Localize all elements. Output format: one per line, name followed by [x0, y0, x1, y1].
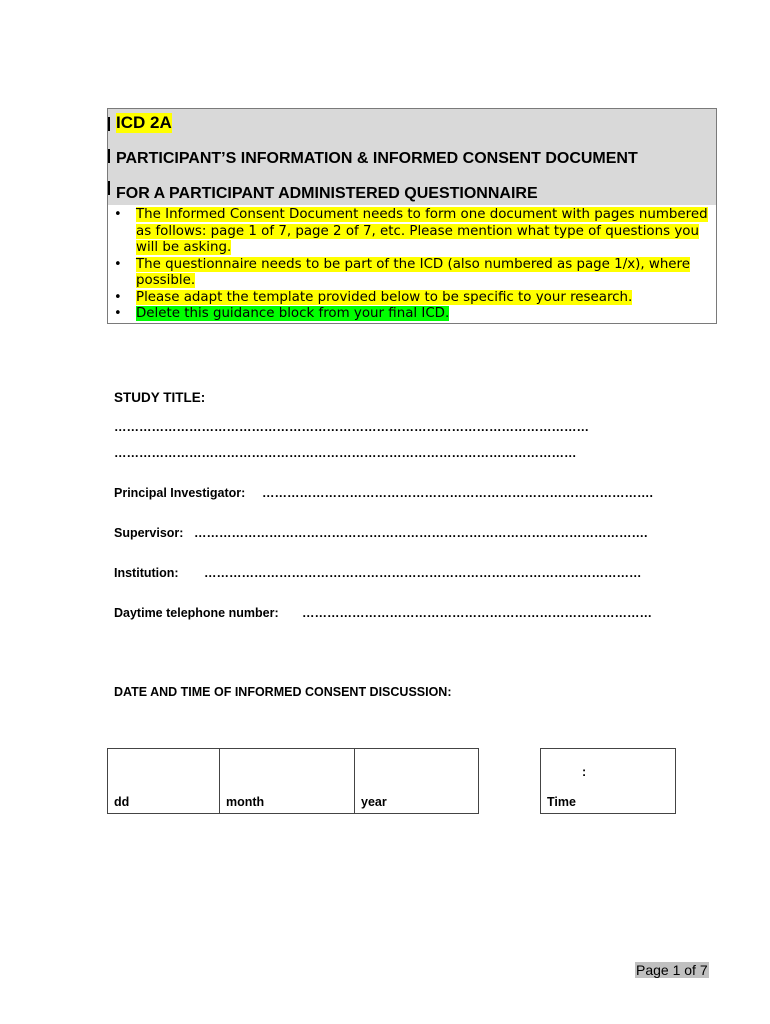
dd-cell[interactable] [107, 748, 220, 814]
time-label: Time [547, 795, 576, 809]
study-title-line-2[interactable]: ………………………………………………………………………………………………… [114, 446, 577, 460]
icd-code: ICD 2A [116, 113, 172, 132]
guidance-bullet-4: • Delete this guidance block from your final ICD. [114, 306, 450, 321]
header-title-area [108, 109, 716, 205]
supervisor-label: Supervisor: [114, 526, 184, 540]
guidance-header-box [107, 108, 717, 324]
consent-datetime-label: DATE AND TIME OF INFORMED CONSENT DISCUSSION: [114, 685, 452, 699]
guidance-bullet-3: • Please adapt the template provided below to be specific to your research. [114, 289, 633, 305]
institution-field[interactable]: …………………………………………………………………………………………… [204, 566, 642, 580]
principal-investigator-label: Principal Investigator: [114, 486, 246, 500]
principal-investigator-field[interactable]: …………………………………………………………………………………. [262, 486, 653, 500]
study-title-line-1[interactable]: …………………………………………………………………………………………………… [114, 420, 589, 434]
guidance-bullet-2: • The questionnaire needs to be part of the ICD (also numbered as page 1/x), where possible. [114, 256, 690, 288]
margin-tick-2 [108, 149, 110, 163]
bullet-icon: • [114, 306, 122, 321]
time-cell[interactable] [540, 748, 676, 814]
margin-tick-1 [108, 117, 110, 131]
bullet-icon: • [114, 207, 122, 222]
year-cell[interactable] [354, 748, 479, 814]
phone-label: Daytime telephone number: [114, 606, 279, 620]
dd-label: dd [114, 795, 130, 809]
time-separator: : [582, 765, 587, 779]
margin-tick-3 [108, 181, 110, 195]
year-label: year [361, 795, 387, 809]
month-label: month [226, 795, 265, 809]
bullet-icon: • [114, 256, 122, 272]
bullet-icon: • [114, 289, 122, 305]
document-subtitle: FOR A PARTICIPANT ADMINISTERED QUESTIONNAIRE [116, 185, 538, 202]
month-cell[interactable] [219, 748, 355, 814]
guidance-bullet-1: • The Informed Consent Document needs to form one document with pages numbered as follows: page 1 of 7, page 2 of 7, etc. Please mention what type of questions you will be asking. [114, 207, 708, 255]
phone-field[interactable]: ………………………………………………………………………… [302, 606, 652, 620]
page-number: Page 1 of 7 [636, 962, 708, 978]
study-title-label: STUDY TITLE: [114, 390, 206, 405]
supervisor-field[interactable]: ………………………………………………………………………………………………. [194, 526, 648, 540]
institution-label: Institution: [114, 566, 179, 580]
guidance-bullets [108, 207, 716, 323]
document-title: PARTICIPANT’S INFORMATION & INFORMED CONSENT DOCUMENT [116, 150, 638, 167]
